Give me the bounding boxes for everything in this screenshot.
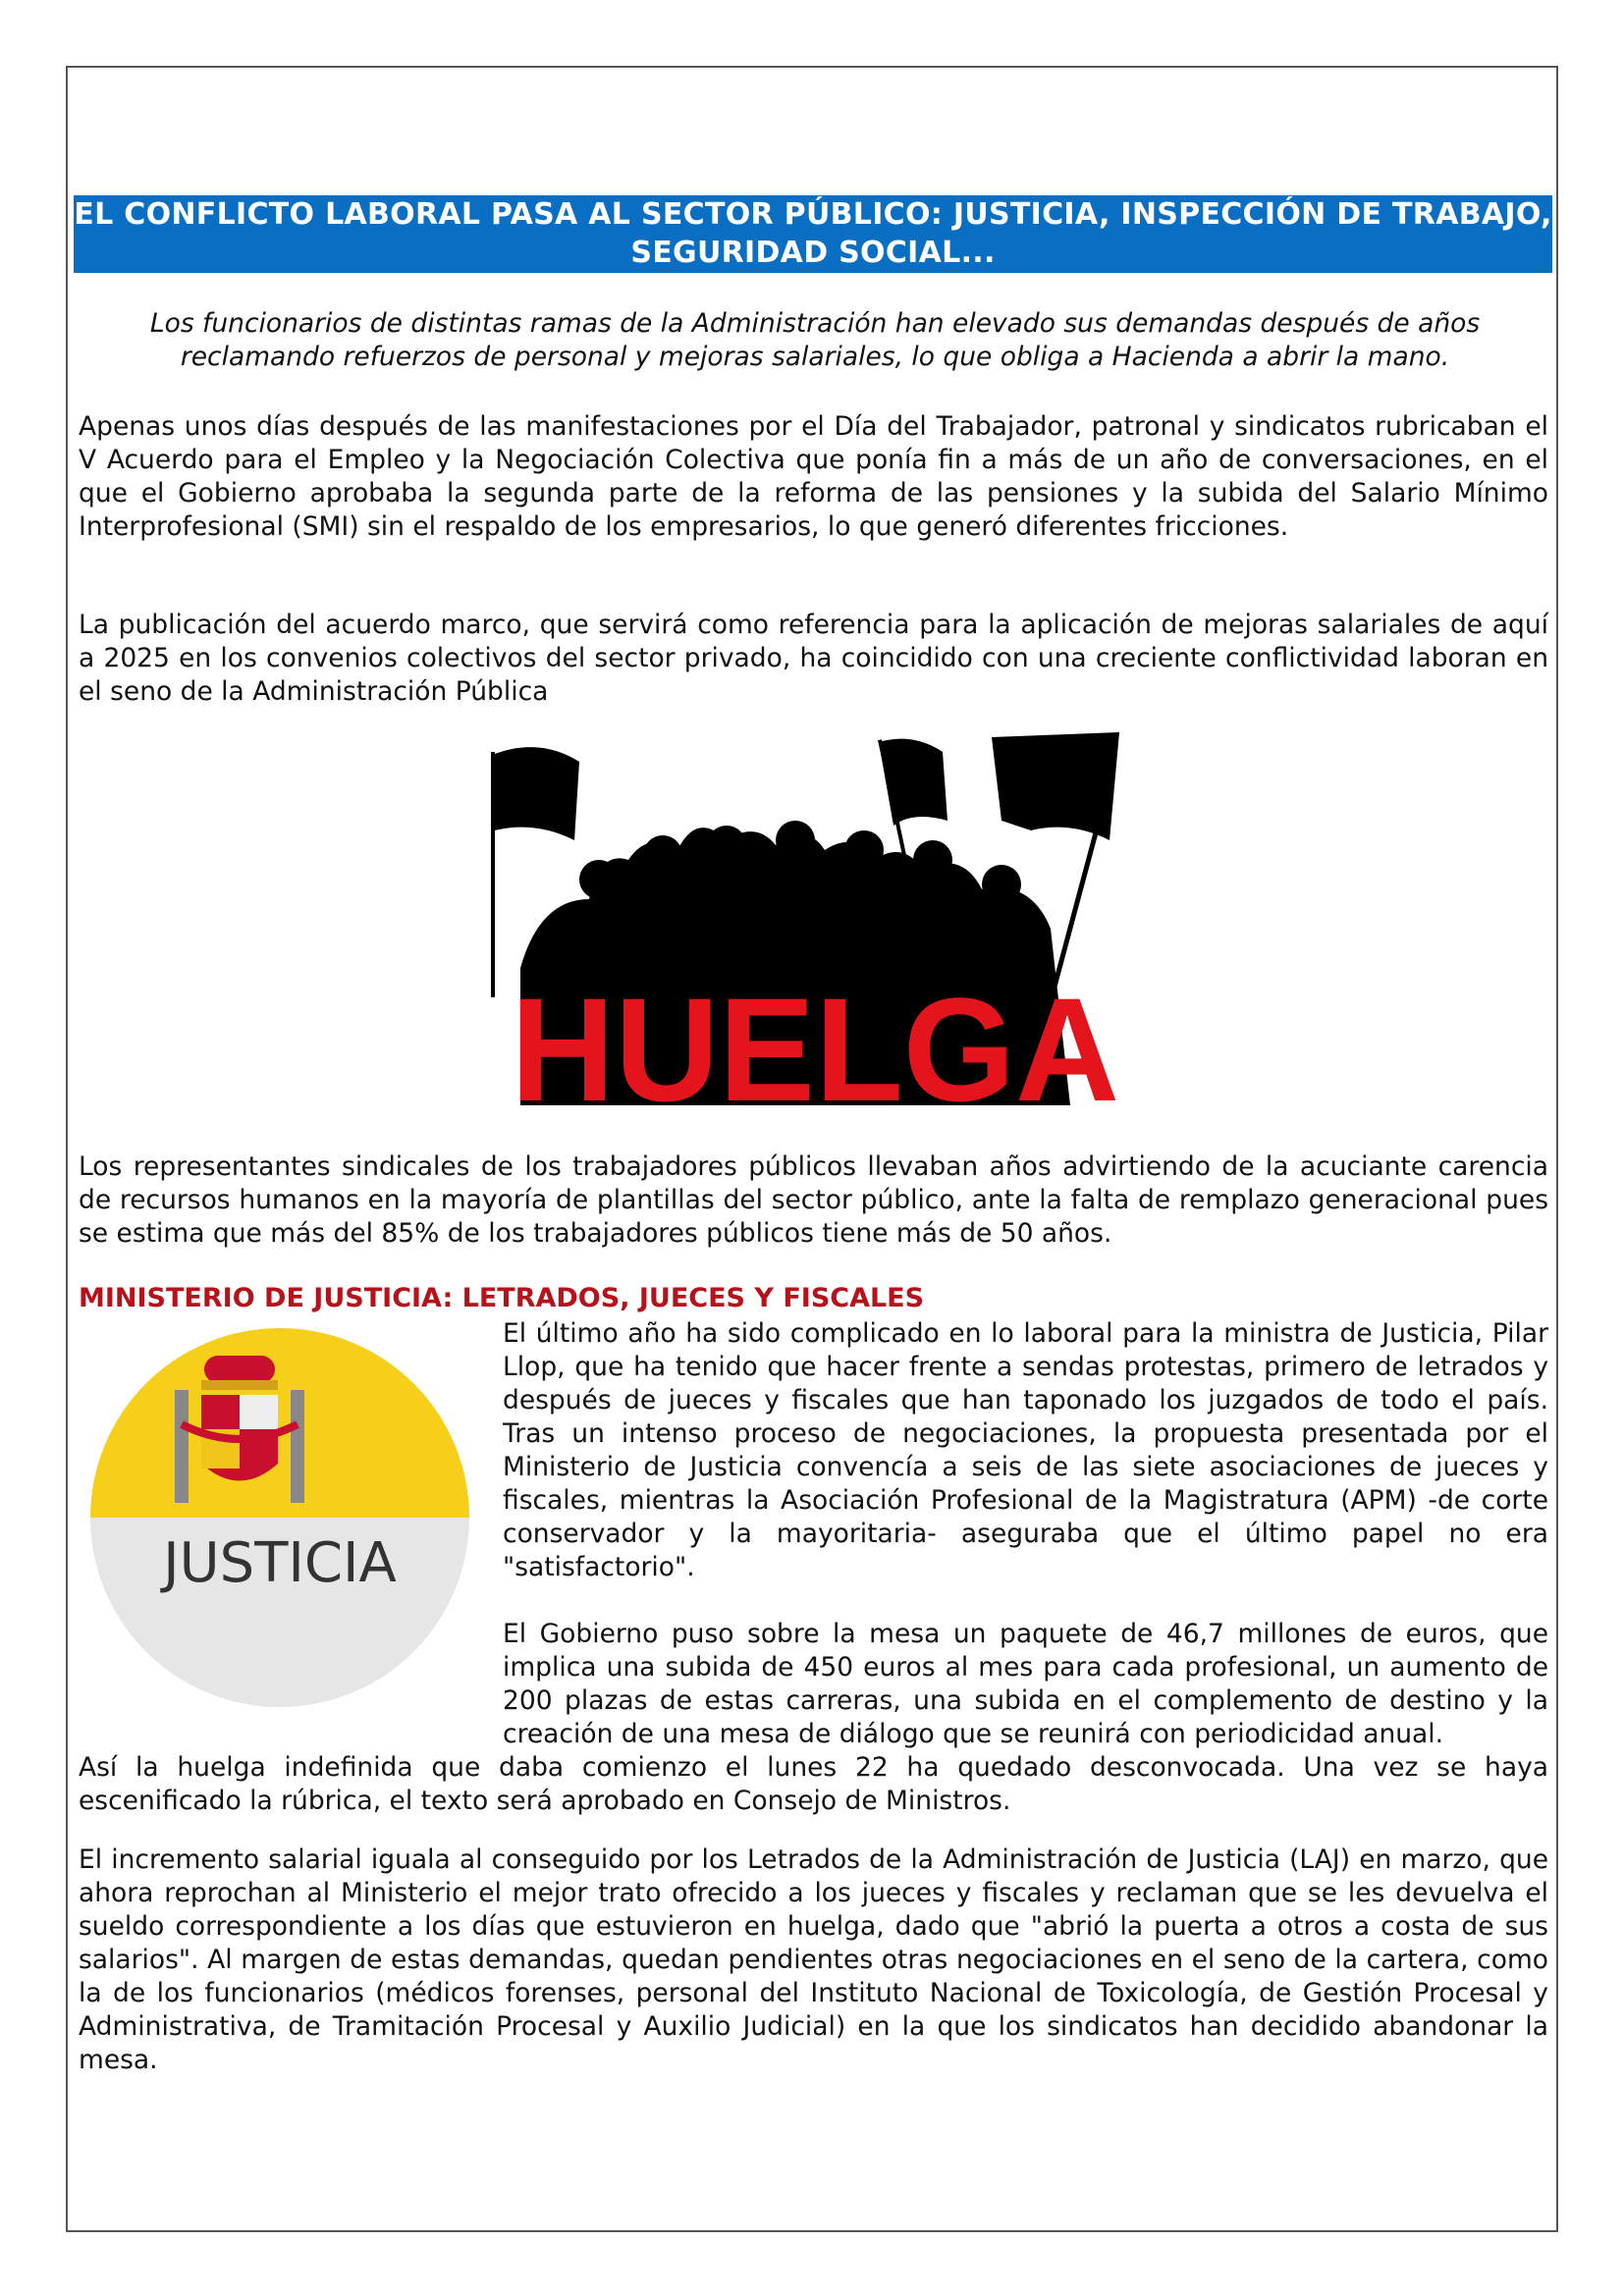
justicia-paragraph-2-continued: Así la huelga indefinida que daba comienzo el lunes 22 ha quedado desconvocada. Una vez se haya escenificado la rúbrica, el texto será aprobado en Consejo de Ministros. [79, 1752, 1548, 1816]
huelga-strike-image [481, 732, 1149, 1110]
article-lead: Los funcionarios de distintas ramas de la Administración han elevado sus demandas después de años reclamando refuerzos de personal y mejoras salariales, lo que obliga a Hacienda a abrir la mano. [149, 308, 1481, 372]
paragraph-1: Apenas unos días después de las manifestaciones por el Día del Trabajador, patronal y sindicatos rubricaban el V Acuerdo para el Empleo y la Negociación Colectiva que ponía fin a más de un año de conversaciones, en el que el Gobierno aprobaba la segunda parte de la reforma de las pensiones y la subida del Salario Mínimo Interprofesional (SMI) sin el respaldo de los empresarios, lo que generó diferentes fricciones. [79, 411, 1548, 542]
justicia-logo [88, 1326, 471, 1709]
justicia-paragraph-1: El último año ha sido complicado en lo laboral para la ministra de Justicia, Pilar Llop, que ha tenido que hacer frente a sendas protestas, primero de letrados y después de jueces y fiscales que han taponado los juzgados de todo el país. Tras un intenso proceso de negociaciones, la propuesta presentada por el Ministerio de Justicia convencía a seis de las siete asociaciones de jueces y fiscales, mientras la Asociación Profesional de la Magistratura (APM) -de corte conservador y la mayoritaria- aseguraba que el último papel no era "satisfactorio". [503, 1318, 1548, 1582]
paragraph-2: La publicación del acuerdo marco, que servirá como referencia para la aplicación de mejoras salariales de aquí a 2025 en los convenios colectivos del sector privado, ha coincidido con una creciente conflictividad laboran en el seno de la Administración Pública [79, 610, 1548, 707]
logo-text: JUSTICIA [163, 1531, 397, 1595]
justicia-paragraph-3: El incremento salarial iguala al conseguido por los Letrados de la Administración de Justicia (LAJ) en marzo, que ahora reprochan al Ministerio el mejor trato ofrecido a los jueces y fiscales y reclaman que se les devuelva el sueldo correspondiente a los días que estuvieron en huelga, dado que "abrió la puerta a otros a costa de sus salarios". Al margen de estas demandas, quedan pendientes otras negociaciones en el seno de la cartera, como la de los funcionarios (médicos forenses, personal del Instituto Nacional de Toxicología, de Gestión Procesal y Administrativa, de Tramitación Procesal y Auxilio Judicial) en la que los sindicatos han decidido abandonar la mesa. [79, 1844, 1548, 2075]
huelga-text: HUELGA [511, 967, 1119, 1110]
section-heading: MINISTERIO DE JUSTICIA: LETRADOS, JUECES Y FISCALES [79, 1283, 925, 1313]
article-title: EL CONFLICTO LABORAL PASA AL SECTOR PÚBLICO: JUSTICIA, INSPECCIÓN DE TRABAJO, SEGURIDAD SOCIAL... [74, 195, 1552, 273]
justicia-paragraph-2: El Gobierno puso sobre la mesa un paquete de 46,7 millones de euros, que implica una subida de 450 euros al mes para cada profesional, un aumento de 200 plazas de estas carreras, una subida en el complemento de destino y la creación de una mesa de diálogo que se reunirá con periodicidad anual. [503, 1619, 1548, 1749]
paragraph-3: Los representantes sindicales de los trabajadores públicos llevaban años advirtiendo de la acuciante carencia de recursos humanos en la mayoría de plantillas del sector público, ante la falta de remplazo generacional pues se estima que más del 85% de los trabajadores públicos tiene más de 50 años. [79, 1151, 1548, 1249]
